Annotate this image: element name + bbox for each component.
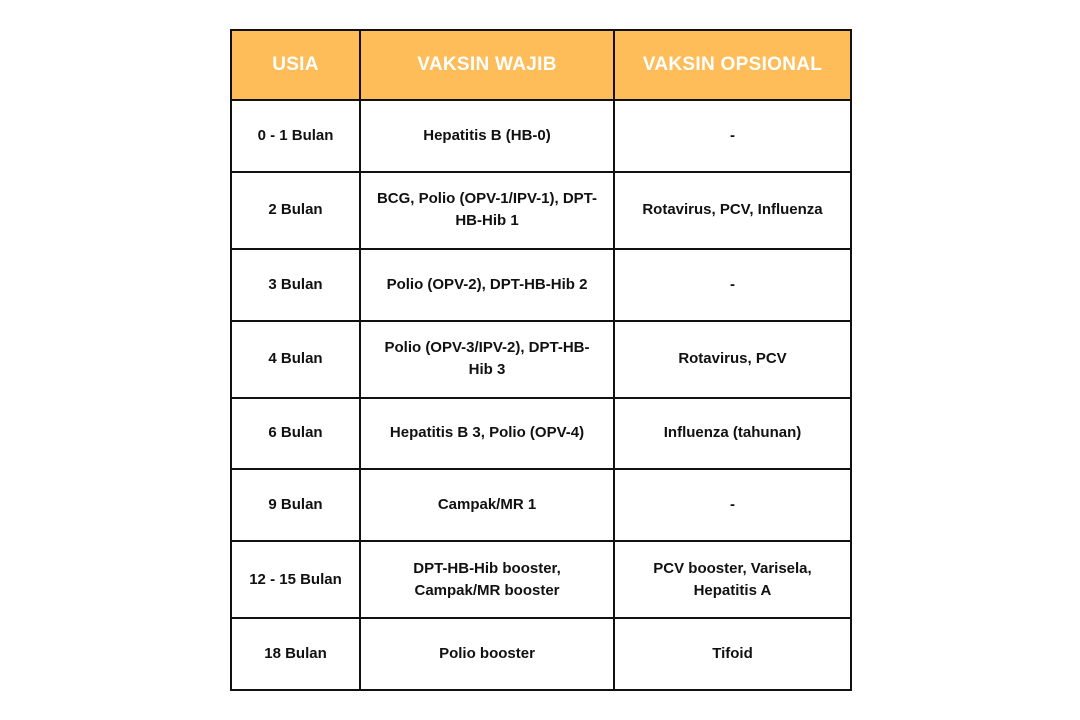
cell-usia: 12 - 15 Bulan [231,541,360,618]
cell-vaksin-opsional: Tifoid [614,618,851,690]
cell-vaksin-wajib: Polio booster [360,618,614,690]
column-header-usia: USIA [231,30,360,100]
cell-usia: 6 Bulan [231,398,360,470]
cell-usia: 3 Bulan [231,249,360,321]
vaccine-schedule-table [230,29,852,691]
table-row [231,469,851,541]
cell-vaksin-opsional: - [614,469,851,541]
cell-vaksin-wajib: Campak/MR 1 [360,469,614,541]
table-row [231,100,851,172]
cell-vaksin-opsional: Influenza (tahunan) [614,398,851,470]
cell-vaksin-wajib: Hepatitis B (HB-0) [360,100,614,172]
cell-vaksin-opsional: - [614,249,851,321]
cell-usia: 18 Bulan [231,618,360,690]
table-row [231,321,851,398]
cell-vaksin-opsional: Rotavirus, PCV, Influenza [614,172,851,249]
table-row [231,249,851,321]
table-row [231,172,851,249]
cell-vaksin-wajib: Polio (OPV-3/IPV-2), DPT-HB-Hib 3 [360,321,614,398]
table-row [231,398,851,470]
cell-vaksin-opsional: Rotavirus, PCV [614,321,851,398]
cell-usia: 4 Bulan [231,321,360,398]
cell-vaksin-wajib: BCG, Polio (OPV-1/IPV-1), DPT-HB-Hib 1 [360,172,614,249]
cell-vaksin-opsional: - [614,100,851,172]
cell-vaksin-wajib: Hepatitis B 3, Polio (OPV-4) [360,398,614,470]
cell-usia: 0 - 1 Bulan [231,100,360,172]
table-row [231,541,851,618]
column-header-vaksin-opsional: VAKSIN OPSIONAL [614,30,851,100]
cell-usia: 2 Bulan [231,172,360,249]
table-header-row [231,30,851,100]
cell-vaksin-wajib: DPT-HB-Hib booster, Campak/MR booster [360,541,614,618]
cell-usia: 9 Bulan [231,469,360,541]
table-row [231,618,851,690]
cell-vaksin-wajib: Polio (OPV-2), DPT-HB-Hib 2 [360,249,614,321]
column-header-vaksin-wajib: VAKSIN WAJIB [360,30,614,100]
cell-vaksin-opsional: PCV booster, Varisela, Hepatitis A [614,541,851,618]
